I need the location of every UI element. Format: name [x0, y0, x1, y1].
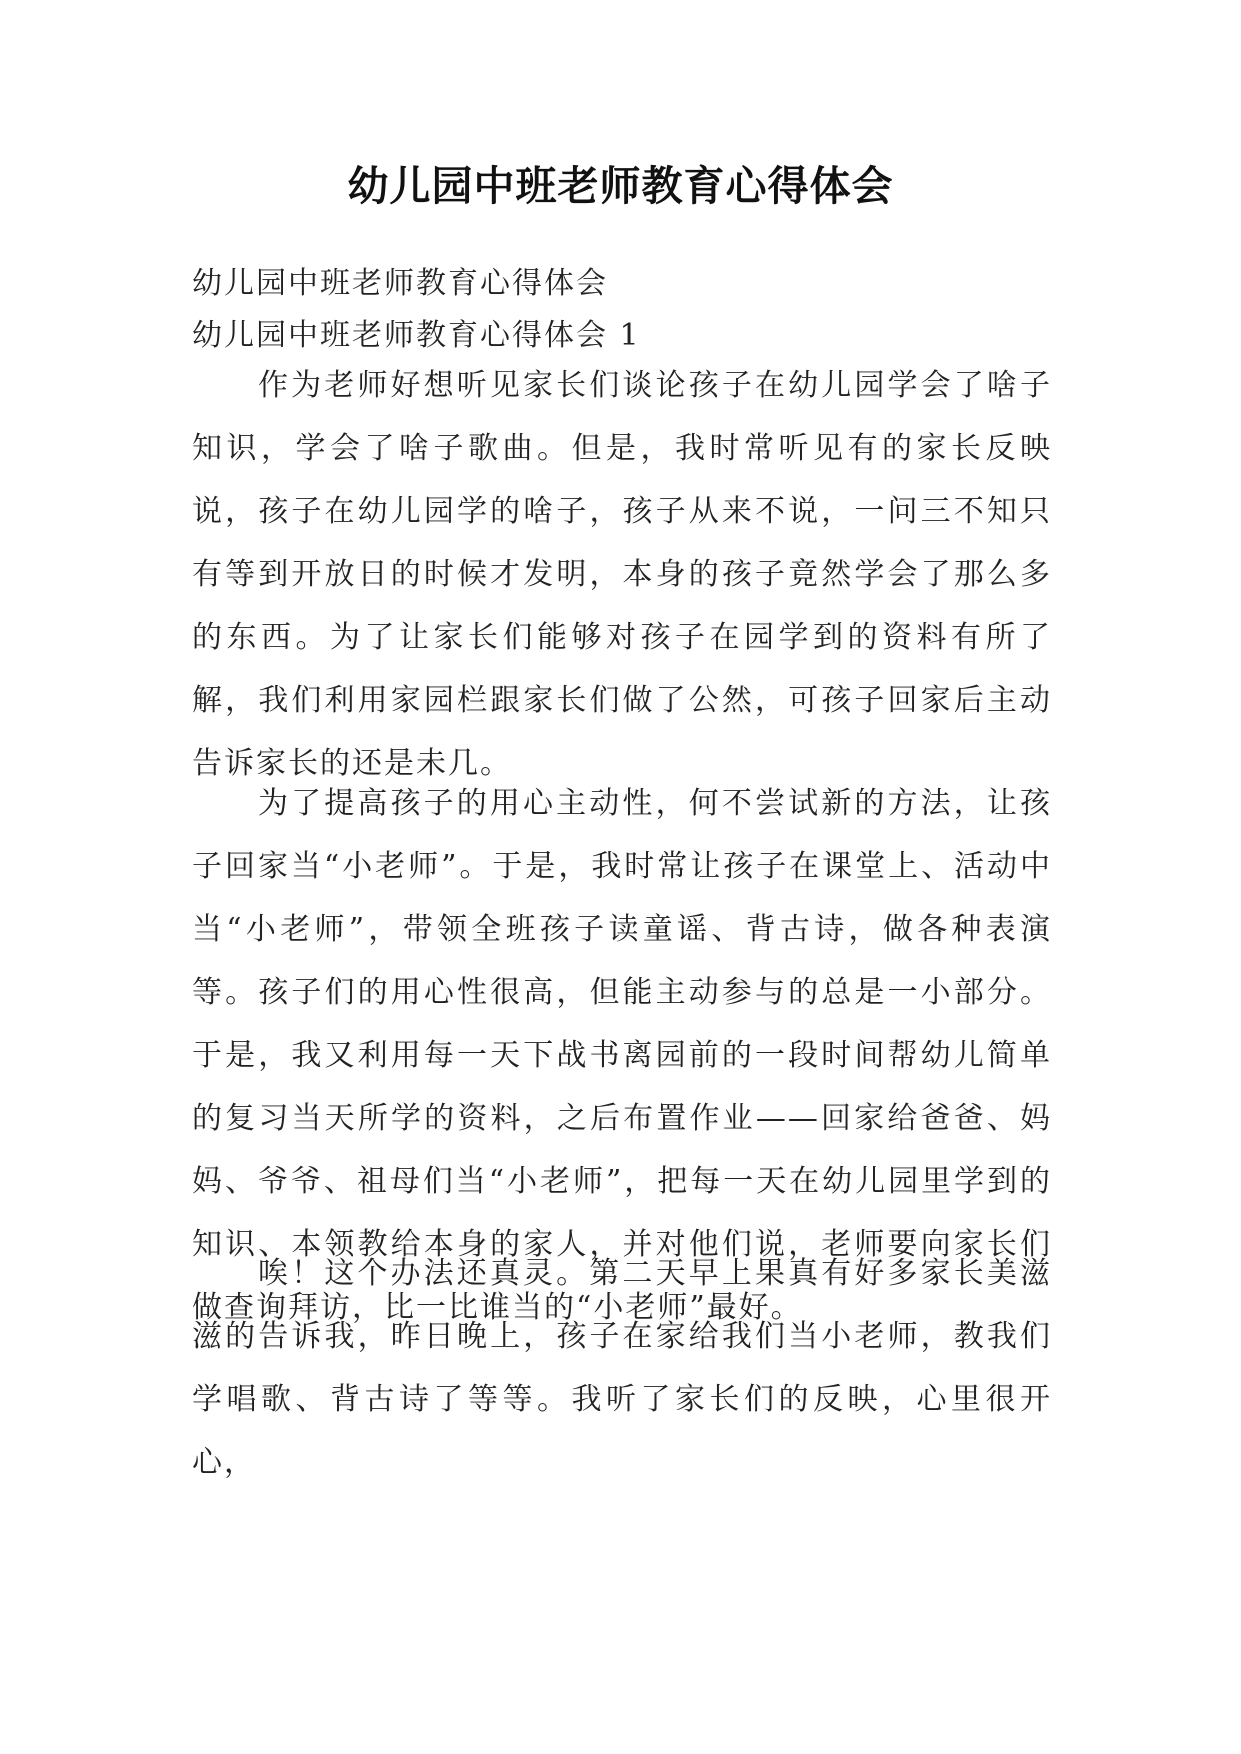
paragraph-block-1	[192, 354, 1052, 795]
subtitle-line-1: 幼儿园中班老师教育心得体会	[192, 266, 608, 301]
paragraph-3: 唉！这个办法还真灵。第二天早上果真有好多家长美滋滋的告诉我，昨日晚上，孩子在家给我们当小老师，教我们学唱歌、背古诗了等等。我听了家长们的反映，心里很开心，	[192, 1256, 1052, 1480]
subtitle-line-2: 幼儿园中班老师教育心得体会 1	[192, 318, 641, 353]
paragraph-1: 作为老师好想听见家长们谈论孩子在幼儿园学会了啥子知识，学会了啥子歌曲。但是，我时常听见有的家长反映说，孩子在幼儿园学的啥子，孩子从来不说，一问三不知只有等到开放日的时候才发明，本身的孩子竟然学会了那么多的东西。为了让家长们能够对孩子在园学到的资料有所了解，我们利用家园栏跟家长们做了公然，可孩子回家后主动告诉家长的还是未几。	[192, 368, 1052, 781]
document-title: 幼儿园中班老师教育心得体会	[347, 162, 894, 210]
paragraph-2: 为了提高孩子的用心主动性，何不尝试新的方法，让孩子回家当“小老师”。于是，我时常让孩子在课堂上、活动中当“小老师”，带领全班孩子读童谣、背古诗，做各种表演等。孩子们的用心性很高，但能主动参与的总是一小部分。于是，我又利用每一天下战书离园前的一段时间帮幼儿简单的复习当天所学的资料，之后布置作业——回家给爸爸、妈妈、爷爷、祖母们当“小老师”，把每一天在幼儿园里学到的知识、本领教给本身的家人，并对他们说，老师要向家长们做查询拜访，比一比谁当的“小老师”最好。	[192, 786, 1052, 1325]
paragraph-block-3	[192, 1242, 1052, 1494]
